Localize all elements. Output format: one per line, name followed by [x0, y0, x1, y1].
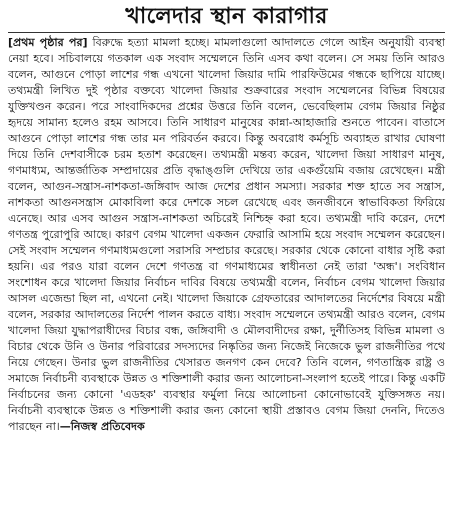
continued-tag: [প্রথম পৃষ্ঠার পর]	[8, 36, 88, 49]
byline: —নিজস্ব প্রতিবেদক	[59, 420, 145, 433]
headline: খালেদার স্থান কারাগার	[125, 4, 328, 29]
article-text: বিরুদ্ধে হত্যা মামলা হচ্ছে। মামলাগুলো আদালতে গেলে আইন অনুযায়ী ব্যবস্থা নেয়া হবে। সচিবালয়ে গতকাল এক সংবাদ সম্মেলনে তিনি এসব কথা বলেন। সে সময় তিনি আরও বলেন, আগুনে পোড়া লাশের গন্ধ এখনো খালেদা জিয়ার দামি পারফিউমের গন্ধকে ছাপিয়ে যাচ্ছে। তথ্যমন্ত্রী লিখিত দুই পৃষ্ঠার বক্তব্যে খালেদা জিয়ার শুক্রবারের সংবাদ সম্মেলনের বিভিন্ন বিষয়ের যুক্তিখণ্ডন করেন। পরে সাংবাদিকদের প্রশ্নের উত্তরে তিনি বলেন, ভেবেছিলাম বেগম জিয়ার নিষ্ঠুর হৃদয়ে সামান্য হলেও রহম আসবে। তিনি সাধারণ মানুষের কান্না-আহাজারি শুনতে পাবেন। বাতাসে আগুনে পোড়া লাশের গন্ধ তার মন পরিবর্তন করবে। কিন্তু অবরোধ কর্মসূচি অব্যাহত রাখার ঘোষণা দিয়ে তিনি দেশবাসীকে চরম হতাশ করেছেন। তথ্যমন্ত্রী মন্তব্য করেন, খালেদা জিয়া সাধারণ মানুষ, গণমাধ্যম, আন্তর্জাতিক সম্প্রদায়ের প্রতি বৃদ্ধাঙ্গুলি দেখিয়ে তার একগুঁয়েমি বজায় রেখেছেন। মন্ত্রী বলেন, আগুন-সন্ত্রাস-নাশকতা-জঙ্গিবাদ আজ দেশের প্রধান সমস্যা। সরকার শক্ত হাতে সব সন্ত্রাস, নাশকতা আগুনসন্ত্রাস মোকাবিলা করে দেশকে সচল রেখেছে এবং জনজীবনে স্বাভাবিকতা ফিরিয়ে এনেছে। আর এসব আগুন সন্ত্রাস-নাশকতা অচিরেই নিশ্চিহ্ন করা হবে। তথ্যমন্ত্রী দাবি করেন, দেশে গণতন্ত্র পুরোপুরি আছে। কারণ বেগম খালেদা একজন ফেরারি আসামি হয়ে সংবাদ সম্মেলন করেছেন। সেই সংবাদ সম্মেলন গণমাধ্যমগুলো সরাসরি সম্প্রচার করেছে। সরকার থেকে কোনো বাধার সৃষ্টি করা হয়নি। এর পরও যারা বলেন দেশে গণতন্ত্র বা গণমাধ্যমের স্বাধীনতা নেই তারা 'অন্ধ'। সংবিধান সংশোধন করে খালেদা জিয়ার নির্বাচন দাবির বিষয়ে তথ্যমন্ত্রী বলেন, নির্বাচন বেগম খালেদা জিয়ার আসল এজেন্ডা ছিল না, এখনো নেই। খালেদা জিয়াকে গ্রেফতারের আদালতের নির্দেশের বিষয়ে মন্ত্রী বলেন, সরকার আদালতের নির্দেশ পালন করতে বাধ্য। সংবাদ সম্মেলনে তথ্যমন্ত্রী আরও বলেন, বেগম খালেদা জিয়া যুদ্ধাপরাধীদের বিচার বন্ধ, জঙ্গিবাদী ও মৌলবাদীদের রক্ষা, দুর্নীতিসহ বিভিন্ন মামলা ও বিচার থেকে উনি ও উনার পরিবারের সদস্যদের নিষ্কৃতির জন্য নিজেই নিজেকে ভুল রাজনীতির পথে নিয়ে গেছেন। উনার ভুল রাজনীতির খেসারত জনগণ কেন দেবে? তিনি বলেন, গণতান্ত্রিক রাষ্ট্র ও সমাজে নির্বাচনী ব্যবস্থাকে উন্নত ও শক্তিশালী করার জন্য আলোচনা-সংলাপ হতেই পারে। কিন্তু একটি নির্বাচনের জন্য কোনো 'এডহক' ব্যবস্থার ফর্মুলা নিয়ে আলোচনা কোনোভাবেই যুক্তিসঙ্গত নয়। নির্বাচনী ব্যবস্থাকে উন্নত ও শক্তিশালী করার জন্য কোনো স্থায়ী প্রস্তাবও বেগম জিয়া দেননি, দিতেও পারছেন না।	[8, 36, 445, 433]
headline-divider	[8, 32, 445, 33]
article-body	[8, 35, 445, 435]
news-clipping	[0, 2, 453, 512]
